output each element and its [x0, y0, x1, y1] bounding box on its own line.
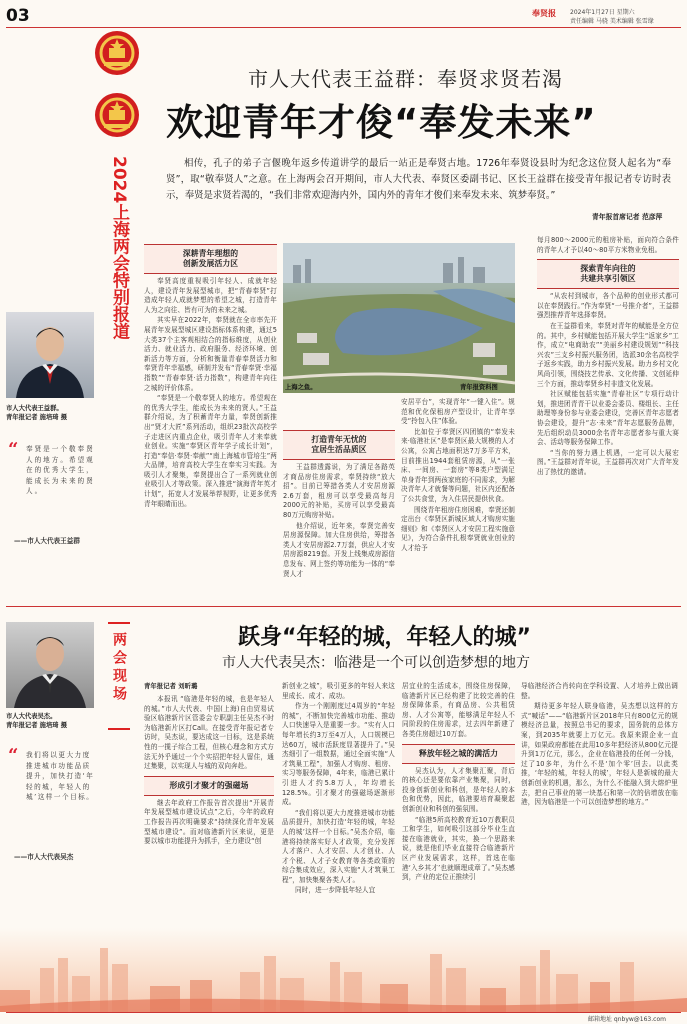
quote-mark-icon: “ [8, 439, 19, 460]
article2-subheadline: 市人大代表吴杰：临港是一个可以创造梦想的地方 [222, 655, 530, 671]
aerial-photo [283, 243, 515, 393]
header-rule [6, 27, 681, 28]
article1-column-4: 每月800～2000元的租房补贴，面向符合条件的青年人才予以40～80平方米物业免租。 探索青年向往的 共建共享引领区 “从农村到城市，各个品种的创业形式都可以在奉贤践行。”作为奉贤“一号推介者”，王益群强烈推荐青年选择奉贤。 在王益群看来，奉贤对青年的赋能是全方位的。其中，乡村赋能包括开展大学生“返家乡”工作，成立“电商助农”“美丽乡村建设规划”“科技兴农”三支乡村振兴服务团，选派30余名高校学子返乡实践，助力乡村振兴发展。助力乡村文化风尚引领，围绕技艺传承、文化传播、文创延伸三个方面，推动奉贤乡村非遗文化发展。 社区赋能包括实施“青春社区”专项行动计划，推进团青青干以业委会委员、楼组长、主任助理等身份参与业委会建设，完善区青年志愿者协会建设，提升“志·未来”青年志愿服务品牌，先后组织动员3000余名青年志愿者参与重大赛会、活动等服务保障工作。 “当你的努力遇上机遇，一定可以大展宏图。”王益群对青年说，王益群再次对广大青年发出了热忱的邀请。 [537, 236, 679, 476]
wu-quote: 我们将以更大力度推进城市功能品质提升，加快打造‘年轻的城，年轻人的城’这样一个目标。 [26, 751, 95, 801]
article2-headline: 跃身“年轻的城，年轻人的城” [238, 625, 531, 650]
section-tag [108, 622, 130, 730]
article2-subheading-1: 形成引才聚才的强磁场 [144, 776, 274, 796]
article2-column-4: 导临港经济合肖转向在学科设置、人才培养上做出调整。 期待更多年轻人联身临港，吴杰想以这样的方式“喊话”——“临港新片区2018年只有800亿元的规模经济总量，按照总书记的要求，国务院的总体方案，到2035年就要上万亿元。我原来跟企业一直讲，如果政府都能在此用10多年把经济从800亿元提升到1万亿元，那么，企业在临港投的任何一分钱，过了10多年，为什么不是‘加个零’回去。以此类推，‘年轻的城，年轻人的城’，年轻人是新城的最大创新创业的机遇，那么，为什么不能融入到大熔炉里去，把自己事业的第一块基石和第一次的倍增放在临港，因为临港是一个可以创造梦想的地方。” [521, 682, 678, 807]
wang-photo [6, 312, 94, 398]
article1-col2-block: 打造青年无忧的 宜居生活品质区 王益群透露说，为了满足各路英才商品房住房需求，奉贤持续“放大招”。目前已筹措各类人才安居房源2.6万套，租房可以享受最高每月2000元的补贴，买房可以享受最高80万元购房补贴。 他介绍说，近年来，奉贤完善安居房源保障。加大住房供给，筹措各类人才安居房源2.7万套，供应人才安居房源8219套。开发上线集成房源信息发布、网上签约等功能为一体的“奉贤人才 [283, 426, 395, 580]
wu-photo-caption: 市人大代表吴杰。 青年报记者 施培琦 摄 [6, 713, 68, 729]
article1-byline: 青年报首席记者 范彦萍 [592, 213, 663, 221]
paper-brand: 奉贤报 [532, 8, 556, 18]
quote-mark-icon-2: “ [8, 745, 19, 766]
article2-column-1: 青年报记者 刘昕璐 本报讯 “临港是年轻的城，也是年轻人的城。”市人大代表、中国(上海)自由贸易试验区临港新片区管委会专职副主任吴杰不时为临港新片区打Call。在接受青年报记者专访时，吴杰说，要达成这一目标，这是系统性的一揽子综合工程，但核心理念和方式方法无外乎通过一个个实招把年轻人留住，通过集聚，以实现人与城的双向奔赴。 形成引才聚才的强磁场 继去年政府工作报告首次提出“开展青年发展型城市建设试点”之后，今年的政府工作报告再次明确要求“持续深化青年发展型城市建设”。而对临港新片区来说，更是要以城市功能提升为抓手，全力建设“创 [144, 683, 274, 846]
editor-credit: 责任编辑 马骁 美术编辑 张雪缘 [570, 18, 654, 25]
wang-quote-source: ——市人大代表王益群 [14, 537, 80, 545]
article2-byline: 青年报记者 刘昕璐 [144, 683, 198, 690]
page-number: 03 [6, 6, 30, 26]
issue-date: 2024年1月27日 星期六 [570, 9, 635, 16]
aerial-photo-caption: 上海之鱼。 [285, 384, 317, 391]
subheading-2: 打造青年无忧的 宜居生活品质区 [283, 430, 395, 460]
wang-photo-caption: 市人大代表王益群。 青年报记者 施培琦 摄 [6, 405, 68, 421]
aerial-photo-credit: 青年报资料图 [460, 384, 498, 391]
article1-column-3: 安居平台”，实现青年“一键入住”。规范和优化保租房产型设计，让青年享受“拎包入住”体验。 比如位于奉贤区四团镇的“奉发未来·临港社区”是奉贤区最大规模的人才公寓，公寓占地面积达7万多平方米，目前推出1944套租赁房源，从“一张床、一间房、一套房”等8类户型满足单身青年到两孩家庭的不同需求，为解决青年人才就餐等问题，社区内还配备了公共食堂，为入住居民提供伙食。 围绕青年租房住房困难，奉贤还制定出台《奉贤区新城区域人才购房实施细则》和《奉贤区人才安居工程实施意见》，为符合条件扎根奉贤就业创业的人才给予 [401, 398, 515, 552]
subheading-3: 探索青年向往的 共建共享引领区 [537, 259, 679, 289]
wu-quote-source: ——市人大代表吴杰 [14, 853, 74, 861]
article1-lead: 相传，孔子的弟子言偃晚年返乡传道讲学的最后一站正是奉贤古地。1726年奉贤设县时为纪念这位贤人起名为“奉贤”，取“敬奉贤人”之意。在上海两会召开期间，市人大代表、奉贤区委副书记、区长王益群在接受青年报记者专访时表示，奉贤是求贤若渴的，“我们非常欢迎海内外，国内外的青年才俊们来奉发未来、筑梦奉贤。” [166, 158, 671, 201]
wu-photo [6, 622, 94, 708]
subheading-1: 深耕青年理想的 创新发展活力区 [144, 244, 277, 274]
article2-column-3: 居宜业的生活成本，围绕住房保障，临港新片区已经构建了比较完善的住房保障体系，有商品房、公共租赁房、人才公寓等，能够满足年轻人不同阶段的住房需求，过去四年新建了各类住房超过10万套。 释放年轻之城的满活力 吴杰认为，人才集聚汇聚，背后的核心还是要依靠产业集聚，同时，投身创新创业和科创，是年轻人的本色和优势，因此，临港要培育凝聚起创新创业和科创的强氛围。 “临港5所高校教育近10万教职员工和学生，如何吸引这部分毕业生直接在临港就业，其实，换一个思路来说，就是他们毕业直接符合临港新片区产业发展需求，这样，首选在临港‘入乡其才’也就顺理成章了。”吴杰感到，产业的定位正推续引 [402, 682, 515, 882]
article2-column-2: 新创业之城”，吸引更多的年轻人来这里成长、成才、成功。 作为一个刚刚度过4周岁的“年轻的城”，不断加快完善城市功能、推动人口快速导入是重要一步。“实有人口每年增长约3万至4万人，人口规模已达60万，城市活跃度显著提升了。”吴杰细引了一组数据，通过全面实施“人才筑巢工程”，加强人才购房、租房、实习等服务保障，4年来，临港已累计引进人才约5.8万人，年均增长128.5%。引才聚才的强磁场逐渐形成。 “我们将以更大力度推进城市功能品质提升，加快打造‘年轻的城，年轻人的城’这样一个目标。”吴杰介绍，临港将持续落实好人才政策，充分发挥人才落户、人才安居、人才创业、人才个税、人才子女教育等各类政策的综合集成效应，深入实施“人才筑巢工程”，加快集聚各类人才。 同时，进一步降低年轻人宜 [282, 682, 395, 895]
article1-column-1: 深耕青年理想的 创新发展活力区 奉贤高度重视吸引年轻人、成就年轻人，建设青年发展型城市，把“青春奉贤”打造成年轻人成就梦想的希望之城，打造青年人为之向往、皆有可为的未来之城。 其实早在2022年，奉贤就在全市率先开展青年发展型城区建设指标体系构建，通过5大类37个主客观相结合的指标维度，从创业活力、就业活力、政府服务、经济环境、创新活力等方面，分析和衡量青春奉贤活力和奉贤青年幸福感，研制并发布“青春奉贤·幸福指数”“青春奉贤·活力指数”，构建青年向往之城的评价体系。 “奉贤是一个敬奉贤人的地方。希望观在的优秀大学生，能成长为未来的贤人。”王益群介绍说，为了积蓄青年力量，奉贤创新推出“贤才大匠”系列活动，组织23批次高校学子走进区内重点企业，吸引青年人才来奉就业创业。实施“奉贤区青年学子成长计划”，打造“奉信·奉贤·奉献”“南上海城市管培生”两大品牌，培育高校大学生在奉实习实践。为吸引人才聚集，奉贤提出合了一系列就业创业吸引人才等政策。深入推进“演海青年英才计划”，拓宽人才发展举荐视野，让更多优秀青年眼睛而出。 [144, 240, 277, 510]
section-divider [6, 606, 681, 607]
section-tag-label: 两会现场 [111, 632, 127, 704]
footer-rule [6, 1012, 681, 1013]
footer-email: 邮箱地址 qnbyw@163.com [588, 1016, 666, 1023]
wang-quote: 奉贤是一个敬奉贤人的地方。希望观在的优秀大学生，能成长为未来的贤人。 [26, 445, 95, 495]
skyline-illustration [0, 928, 687, 1012]
article1-kicker: 市人大代表王益群：奉贤求贤若渴 [248, 67, 563, 91]
emblem-icon [94, 30, 140, 76]
article2-subheading-2: 释放年轻之城的满活力 [402, 744, 515, 764]
article1-headline: 欢迎青年才俊“奉发未来” [166, 101, 597, 144]
side-banner-title: 2024上海两会特别报道 [109, 156, 129, 340]
emblem-icon-2 [94, 92, 140, 138]
